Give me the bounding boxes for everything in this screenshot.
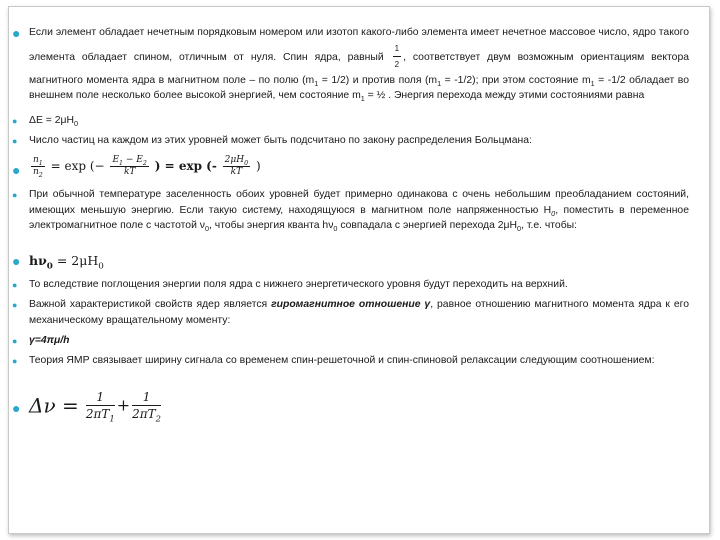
paragraph-resonance: ● При обычной температуре заселенность обоих уровней будет примерно одинакова с очень небольшим преобладанием состояний, имеющих меньшую энергию. Если такую систему, находящуюся в магнитном поле напряженностью $H_0$, поместить в переменное электромагнитное поле с частотой $\nu_0$, чтобы энергия кванта $h\nu_0$ совпадала с энергией перехода $2\mu H_0$, т.е. чтобы: (12, 189, 689, 234)
fraction-n1-n2: $\frac{n_1}{n_2}$ (33, 155, 43, 179)
paragraph-absorption: ● То вследствие поглощения энергии поля ядра с нижнего энергетического уровня будут переходить на верхний. (12, 279, 568, 290)
slide-frame (8, 6, 710, 534)
bullet-icon: ● (12, 253, 21, 269)
fraction-2muh: $\frac{2\mu H_0}{kT}$ (224, 155, 249, 177)
bullet-icon: ● (12, 25, 21, 41)
bullet-icon: ● (12, 300, 18, 310)
fraction-t1: $\frac{1}{2\pi T_1}$ (85, 390, 115, 424)
bullet-icon: ● (12, 336, 18, 346)
bullet-icon: ● (12, 162, 21, 178)
fraction-one-half: $\frac{1}{2}$ (393, 41, 401, 73)
bullet-icon: ● (12, 356, 18, 366)
formula-boltzmann: ● $\frac{n_1}{n_2}$ = exp (− $\frac{E_1 - E_2}{kT}$ ) = exp (- $\frac{2\mu H_0}{kT}$ ) (12, 155, 261, 179)
text: Если элемент обладает нечетным порядковым номером или изотоп какого-либо элемента имеет нечетное массовое число, ядро такого элемента обладает спином, отличным от нуля. Спин ядра, равный (29, 27, 689, 63)
bullet-icon: ● (12, 116, 18, 126)
formula-linewidth: ● Δν = $\frac{1}{2\pi T_1}$ + $\frac{1}{2\pi T_2}$ (12, 390, 161, 424)
fraction-energy: $\frac{E_1 - E_2}{kT}$ (112, 155, 147, 177)
bullet-icon: ● (12, 280, 18, 290)
bullet-icon: ● (12, 400, 21, 416)
formula-delta-e: ● $\Delta E = 2\mu H_0$ (12, 115, 79, 129)
bullet-icon: ● (12, 190, 18, 200)
formula-gamma: ● γ=4πμ/h (12, 335, 70, 346)
paragraph-nmr-theory: ● Теория ЯМР связывает ширину сигнала со временем спин-решеточной и спин-спиновой релаксации следующим соотношением: (12, 355, 655, 366)
bullet-icon: ● (12, 136, 18, 146)
formula-hv: ● $h\nu_0 = 2\mu H_0$ (12, 253, 104, 272)
paragraph-gyromagnetic: ● Важной характеристикой свойств ядер является гиромагнитное отношение γ, равное отношению магнитного момента ядра к его механическому вращательному моменту: (12, 299, 690, 326)
paragraph-boltzmann: ● Число частиц на каждом из этих уровней может быть подсчитано по закону распределения Больцмана: (12, 135, 532, 146)
fraction-t2: $\frac{1}{2\pi T_2}$ (132, 390, 161, 424)
paragraph-spin: ● Если элемент обладает нечетным порядковым номером или изотоп какого-либо элемента имеет нечетное массовое число, ядро такого элемента обладает спином, отличным от нуля. Спин ядра, равный $\frac{1}{2}$ , соответствует двум возможным ориентациям вектора магнитного момента ядра в магнитном поле – по полю $(m_1 = 1/2)$ и против поля $(m_1 = -1/2)$; при этом состояние $m_1 = -1/2$ обладает во внешнем поле несколько более высокой энергией, чем состояние $m_1$ = ½ . Энергия перехода между этими состояниями равна (12, 25, 689, 104)
